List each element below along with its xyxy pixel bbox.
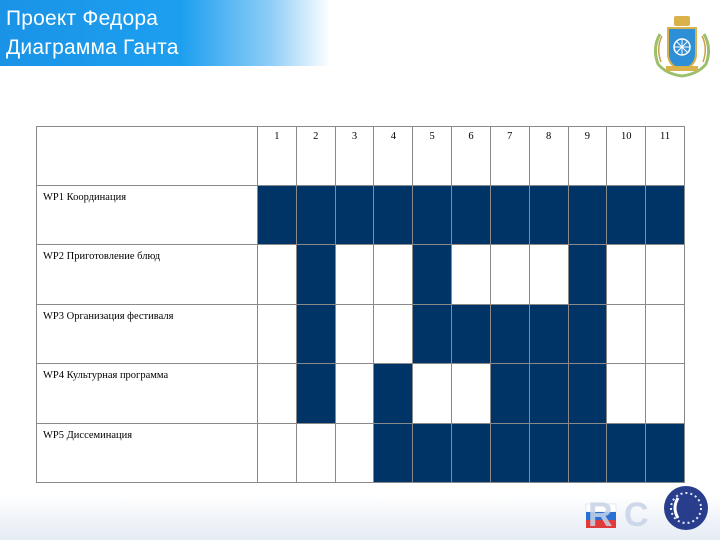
gantt-bar-cell (607, 186, 646, 245)
gantt-bar-cell (374, 364, 413, 423)
gantt-empty-cell (335, 423, 374, 482)
work-package-label: WP5 Диссеминация (37, 423, 258, 482)
gantt-bar-cell (452, 304, 491, 363)
period-header: 3 (335, 127, 374, 186)
work-package-label: WP2 Приготовление блюд (37, 245, 258, 304)
gantt-bar-cell (452, 186, 491, 245)
period-header: 9 (568, 127, 607, 186)
svg-text:R: R (588, 496, 613, 534)
gantt-empty-cell (490, 245, 529, 304)
gantt-bar-cell (374, 186, 413, 245)
period-header: 10 (607, 127, 646, 186)
gantt-bar-cell (529, 364, 568, 423)
period-header: 6 (452, 127, 491, 186)
gantt-bar-cell (258, 186, 297, 245)
gantt-empty-cell (258, 364, 297, 423)
gantt-empty-cell (296, 423, 335, 482)
gantt-bar-cell (568, 304, 607, 363)
period-header: 4 (374, 127, 413, 186)
gantt-empty-cell (452, 364, 491, 423)
gantt-empty-cell (258, 245, 297, 304)
gantt-bar-cell (490, 186, 529, 245)
gantt-empty-cell (335, 245, 374, 304)
gantt-bar-cell (296, 364, 335, 423)
gantt-row (37, 245, 685, 304)
period-header: 7 (490, 127, 529, 186)
gantt-row (37, 364, 685, 423)
gantt-empty-cell (529, 245, 568, 304)
gantt-empty-cell (258, 423, 297, 482)
gantt-empty-cell (258, 304, 297, 363)
gantt-bar-cell (529, 423, 568, 482)
gantt-corner-cell (37, 127, 258, 186)
gantt-bar-cell (296, 245, 335, 304)
gantt-empty-cell (335, 304, 374, 363)
gantt-empty-cell (335, 364, 374, 423)
period-header: 8 (529, 127, 568, 186)
gantt-empty-cell (607, 304, 646, 363)
gantt-row (37, 304, 685, 363)
gantt-bar-cell (296, 304, 335, 363)
gantt-bar-cell (568, 423, 607, 482)
gantt-bar-cell (413, 423, 452, 482)
gantt-empty-cell (646, 364, 685, 423)
gantt-row (37, 423, 685, 482)
period-header: 11 (646, 127, 685, 186)
gantt-bar-cell (529, 304, 568, 363)
gantt-bar-cell (607, 423, 646, 482)
title-band (0, 0, 330, 66)
coat-of-arms-icon (652, 14, 712, 80)
gantt-bar-cell (568, 364, 607, 423)
gantt-row (37, 186, 685, 245)
period-header: 5 (413, 127, 452, 186)
gantt-table (36, 126, 685, 483)
gantt-bar-cell (568, 245, 607, 304)
gantt-bar-cell (490, 423, 529, 482)
work-package-label: WP1 Координация (37, 186, 258, 245)
svg-text:C: C (624, 496, 649, 534)
rcc-logo (582, 482, 712, 534)
gantt-bar-cell (374, 423, 413, 482)
gantt-bar-cell (568, 186, 607, 245)
gantt-bar-cell (490, 364, 529, 423)
gantt-empty-cell (607, 364, 646, 423)
gantt-bar-cell (646, 423, 685, 482)
gantt-empty-cell (452, 245, 491, 304)
gantt-header-row (37, 127, 685, 186)
slide-subtitle: Диаграмма Ганта (6, 36, 179, 59)
gantt-bar-cell (646, 186, 685, 245)
gantt-empty-cell (646, 245, 685, 304)
gantt-bar-cell (452, 423, 491, 482)
gantt-bar-cell (413, 304, 452, 363)
gantt-bar-cell (335, 186, 374, 245)
work-package-label: WP3 Организация фестиваля (37, 304, 258, 363)
period-header: 2 (296, 127, 335, 186)
gantt-bar-cell (296, 186, 335, 245)
gantt-empty-cell (607, 245, 646, 304)
gantt-empty-cell (646, 304, 685, 363)
gantt-empty-cell (374, 245, 413, 304)
period-header: 1 (258, 127, 297, 186)
gantt-empty-cell (374, 304, 413, 363)
gantt-bar-cell (413, 245, 452, 304)
gantt-bar-cell (490, 304, 529, 363)
gantt-empty-cell (413, 364, 452, 423)
work-package-label: WP4 Культурная программа (37, 364, 258, 423)
gantt-bar-cell (413, 186, 452, 245)
slide-title: Проект Федора (6, 7, 159, 30)
gantt-bar-cell (529, 186, 568, 245)
